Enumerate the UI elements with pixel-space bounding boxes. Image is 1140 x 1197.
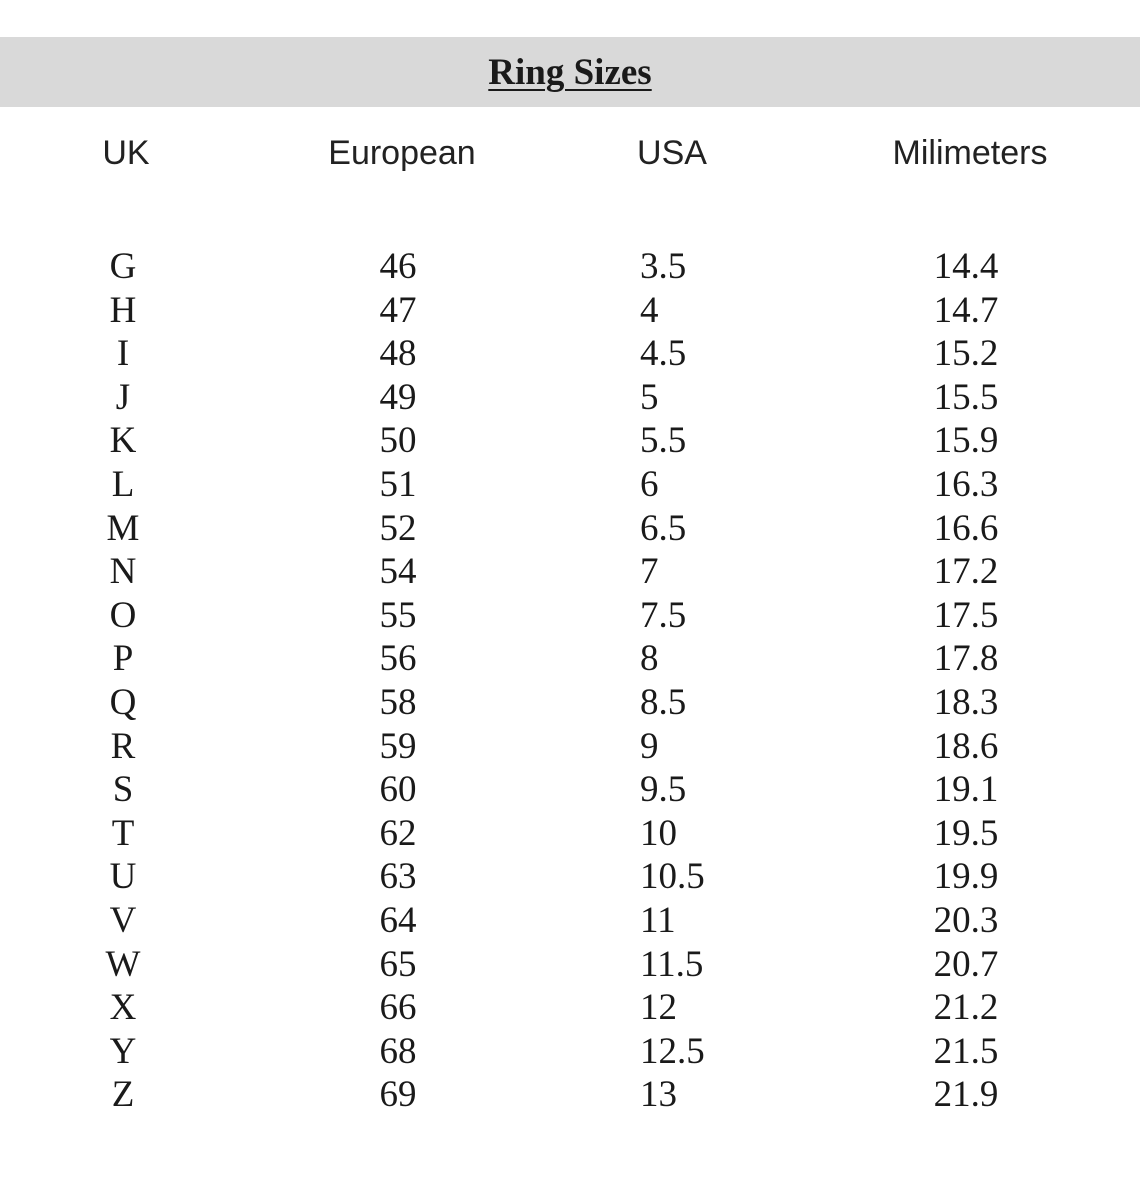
cell-uk: V xyxy=(109,899,137,941)
cell-millimeters: 20.7 xyxy=(933,943,999,985)
cell-uk: J xyxy=(115,376,131,418)
cell-european: 64 xyxy=(379,899,417,941)
cell-millimeters: 21.9 xyxy=(933,1074,999,1116)
cell-uk: W xyxy=(105,943,141,985)
cell-uk: L xyxy=(111,463,135,505)
cell-usa: 10.5 xyxy=(640,856,705,898)
table-row xyxy=(0,376,1140,420)
table-row xyxy=(0,943,1140,987)
cell-millimeters: 19.5 xyxy=(933,812,999,854)
table-row xyxy=(0,1073,1140,1117)
cell-european: 46 xyxy=(379,246,417,287)
table-row xyxy=(0,550,1140,594)
cell-millimeters: 15.5 xyxy=(933,376,999,418)
cell-uk: X xyxy=(109,987,137,1029)
column-header-uk: UK xyxy=(102,134,150,172)
cell-millimeters: 16.6 xyxy=(933,507,999,549)
cell-millimeters: 21.2 xyxy=(933,987,999,1029)
table-row xyxy=(0,812,1140,856)
cell-uk: Q xyxy=(109,681,137,723)
table-row xyxy=(0,768,1140,812)
table-row xyxy=(0,289,1140,333)
cell-usa: 3.5 xyxy=(640,246,687,287)
column-header-millimeters: Milimeters xyxy=(892,134,1048,172)
cell-millimeters: 14.7 xyxy=(933,289,999,331)
table-row xyxy=(0,332,1140,376)
cell-european: 65 xyxy=(379,943,417,985)
cell-uk: G xyxy=(109,246,137,287)
cell-millimeters: 15.2 xyxy=(933,333,999,375)
cell-european: 52 xyxy=(379,507,417,549)
column-header-european: European xyxy=(328,134,476,172)
table-row xyxy=(0,899,1140,943)
table-row xyxy=(0,637,1140,681)
cell-european: 60 xyxy=(379,769,417,811)
cell-usa: 11 xyxy=(640,899,676,941)
cell-uk: O xyxy=(109,594,137,636)
cell-usa: 6.5 xyxy=(640,507,687,549)
cell-millimeters: 19.1 xyxy=(933,769,999,811)
table-header-row xyxy=(0,134,1140,182)
table-row xyxy=(0,855,1140,899)
cell-millimeters: 16.3 xyxy=(933,463,999,505)
cell-european: 59 xyxy=(379,725,417,767)
cell-usa: 7.5 xyxy=(640,594,687,636)
cell-usa: 6 xyxy=(640,463,659,505)
size-table-body xyxy=(0,245,1140,1117)
cell-millimeters: 15.9 xyxy=(933,420,999,462)
cell-usa: 7 xyxy=(640,551,659,593)
cell-european: 55 xyxy=(379,594,417,636)
cell-usa: 5 xyxy=(640,376,659,418)
cell-european: 51 xyxy=(379,463,417,505)
cell-european: 58 xyxy=(379,681,417,723)
table-row xyxy=(0,463,1140,507)
cell-european: 50 xyxy=(379,420,417,462)
cell-uk: T xyxy=(111,812,135,854)
page-title: Ring Sizes xyxy=(488,51,652,93)
cell-european: 66 xyxy=(379,987,417,1029)
column-header-usa: USA xyxy=(637,134,707,172)
cell-usa: 5.5 xyxy=(640,420,687,462)
cell-uk: K xyxy=(109,420,137,462)
cell-uk: I xyxy=(116,333,130,375)
cell-usa: 13 xyxy=(640,1074,677,1116)
cell-usa: 12 xyxy=(640,987,677,1029)
cell-european: 54 xyxy=(379,551,417,593)
cell-millimeters: 21.5 xyxy=(933,1030,999,1072)
cell-millimeters: 20.3 xyxy=(933,899,999,941)
cell-millimeters: 17.5 xyxy=(933,594,999,636)
cell-uk: Z xyxy=(111,1074,135,1116)
cell-millimeters: 17.8 xyxy=(933,638,999,680)
cell-uk: N xyxy=(109,551,137,593)
cell-uk: H xyxy=(109,289,137,331)
cell-usa: 4.5 xyxy=(640,333,687,375)
table-row xyxy=(0,725,1140,769)
cell-usa: 10 xyxy=(640,812,677,854)
table-row xyxy=(0,507,1140,551)
cell-european: 48 xyxy=(379,333,417,375)
cell-usa: 4 xyxy=(640,289,659,331)
cell-european: 69 xyxy=(379,1074,417,1116)
cell-usa: 8.5 xyxy=(640,681,687,723)
cell-uk: R xyxy=(110,725,136,767)
cell-usa: 11.5 xyxy=(640,943,704,985)
cell-european: 68 xyxy=(379,1030,417,1072)
table-row xyxy=(0,419,1140,463)
cell-european: 49 xyxy=(379,376,417,418)
cell-millimeters: 18.3 xyxy=(933,681,999,723)
cell-uk: Y xyxy=(109,1030,137,1072)
table-row xyxy=(0,681,1140,725)
table-row xyxy=(0,594,1140,638)
cell-uk: M xyxy=(106,507,140,549)
cell-millimeters: 18.6 xyxy=(933,725,999,767)
table-row xyxy=(0,986,1140,1030)
table-row xyxy=(0,1030,1140,1074)
cell-european: 56 xyxy=(379,638,417,680)
cell-millimeters: 17.2 xyxy=(933,551,999,593)
cell-european: 47 xyxy=(379,289,417,331)
cell-european: 63 xyxy=(379,856,417,898)
cell-usa: 9 xyxy=(640,725,659,767)
cell-usa: 12.5 xyxy=(640,1030,705,1072)
cell-millimeters: 14.4 xyxy=(933,246,999,287)
table-row xyxy=(0,245,1140,289)
cell-european: 62 xyxy=(379,812,417,854)
cell-uk: U xyxy=(109,856,137,898)
cell-usa: 9.5 xyxy=(640,769,687,811)
title-bar xyxy=(0,37,1140,107)
cell-uk: S xyxy=(112,769,134,811)
cell-millimeters: 19.9 xyxy=(933,856,999,898)
cell-usa: 8 xyxy=(640,638,659,680)
cell-uk: P xyxy=(112,638,134,680)
